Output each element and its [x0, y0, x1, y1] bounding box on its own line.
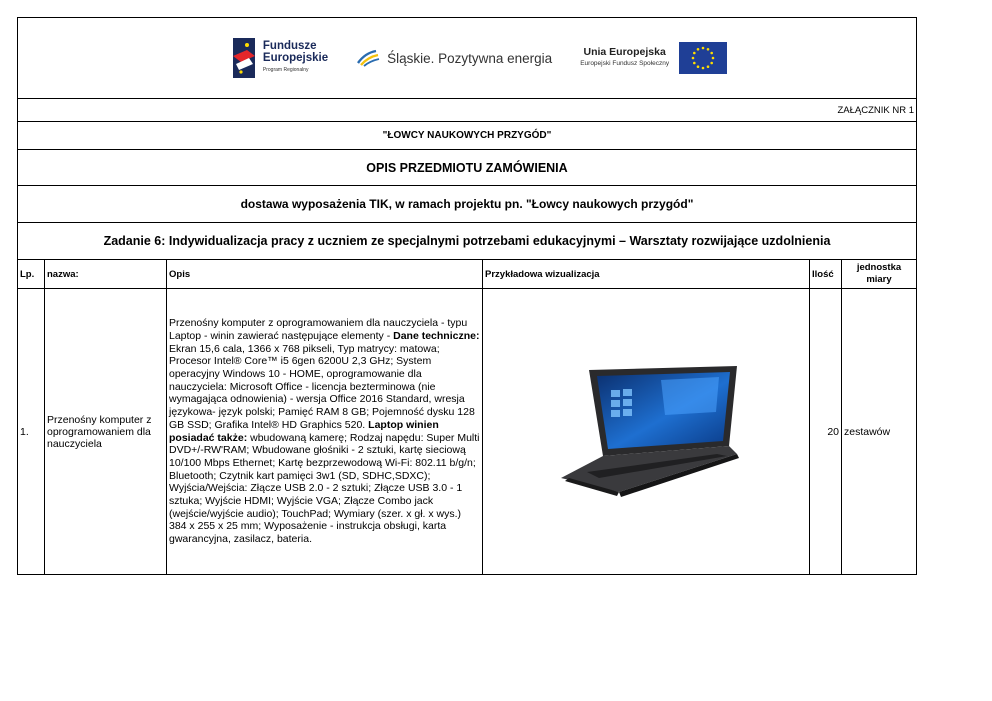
fe-logo-line1: Fundusze — [262, 40, 317, 52]
laptop-icon — [541, 360, 751, 500]
table-row — [18, 289, 917, 575]
row-qty: 20 — [810, 289, 842, 575]
row-description — [167, 289, 483, 575]
eu-flag-icon — [679, 42, 727, 74]
header-unit-line1: jednostka — [856, 262, 902, 273]
logo-row — [18, 18, 917, 99]
attachment-row — [18, 99, 917, 122]
fe-logo-line2: Europejskie — [262, 52, 329, 64]
row-name: Przenośny komputer z oprogramowaniem dla nauczyciela — [45, 289, 167, 575]
fundusze-europejskie-logo — [233, 38, 328, 78]
eu-logo — [580, 42, 727, 74]
logo-cell — [18, 18, 917, 99]
desc-bold1: Dane techniczne: — [393, 329, 480, 342]
slaskie-logo-text: Śląskie. Pozytywna energia — [387, 50, 553, 66]
desc-part1: Przenośny komputer z oprogramowaniem dla nauczyciela - typu Laptop - winin zawierać następujące elementy - — [169, 317, 468, 342]
row-lp: 1. — [18, 289, 45, 575]
project-name: "ŁOWCY NAUKOWYCH PRZYGÓD" — [18, 122, 917, 150]
eu-logo-line2: Europejski Fundusz Społeczny — [580, 60, 670, 67]
desc-part3: wbudowaną kamerę; Rodzaj napędu: Super Multi DVD+/-RW'RAM; Wbudowane głośniki - 2 sztuki, kartę sieciową 10/100 Mbps Ethernet; Kartę bezprzewodową Wi-Fi: 802.11 b/g/n; Bluetooth; Czytnik kart pamięci 3w1 (SD, SDHC,SDXC); Wyjścia/Wejścia: Złącze USB 2.0 - 2 sztuki; Złącze USB 3.0 - 1 sztuka; Wyjście HDMI; Wyjście VGA; Złącze Combo jack (wejście/wyjście audio); TouchPad; Wymiary (szer. x gł. x wys.) 384 x 255 x 25 mm; Wyposażenie - instrukcja obsługi, karta gwarancyjna, zasilacz, bateria. — [169, 431, 480, 546]
fundusze-europejskie-logo-icon — [233, 38, 255, 78]
task-row — [18, 223, 917, 260]
project-name-row — [18, 122, 917, 150]
title-row — [18, 150, 917, 186]
row-visualization — [483, 289, 810, 575]
task-title: Zadanie 6: Indywidualizacja pracy z uczniem ze specjalnymi potrzebami edukacyjnymi – Warsztaty rozwijające uzdolnienia — [18, 223, 917, 260]
header-unit — [842, 260, 917, 289]
slaskie-logo-icon — [356, 49, 380, 67]
slaskie-logo — [356, 49, 552, 67]
header-qty: Ilość — [810, 260, 842, 289]
header-lp: Lp. — [18, 260, 45, 289]
header-unit-line2: miary — [866, 274, 892, 285]
header-visual: Przykładowa wizualizacja — [483, 260, 810, 289]
table-header-row — [18, 260, 917, 289]
desc-part2: Ekran 15,6 cala, 1366 x 768 pikseli, Typ matrycy: matowa; Procesor Intel® Core™ i5 6gen 6200U 2,3 GHz; System operacyjny Windows 10 - HOME, oprogramowanie dla nauczyciela: Microsoft Office - licencja bezterminowa (nie wymagająca odnowienia) - wersja Office 2016 Standard, wresja językowa- język polski; Pamięć RAM 8 GB; Pojemność dysku 128 GB SSD; Grafika Intel® HD Graphics 520. — [169, 342, 475, 431]
fe-logo-line3: Program Regionalny — [262, 67, 309, 73]
header-name: nazwa: — [45, 260, 167, 289]
desc-bold2: Laptop winien posiadać także: — [169, 418, 439, 444]
row-unit: zestawów — [842, 289, 917, 575]
attachment-label: ZAŁĄCZNIK NR 1 — [18, 99, 917, 122]
document-subtitle: dostawa wyposażenia TIK, w ramach projektu pn. "Łowcy naukowych przygód" — [18, 186, 917, 223]
specification-table — [17, 17, 917, 575]
header-desc: Opis — [167, 260, 483, 289]
subtitle-row — [18, 186, 917, 223]
document-sheet — [17, 17, 916, 571]
document-title: OPIS PRZEDMIOTU ZAMÓWIENIA — [18, 150, 917, 186]
eu-logo-line1: Unia Europejska — [583, 46, 666, 58]
